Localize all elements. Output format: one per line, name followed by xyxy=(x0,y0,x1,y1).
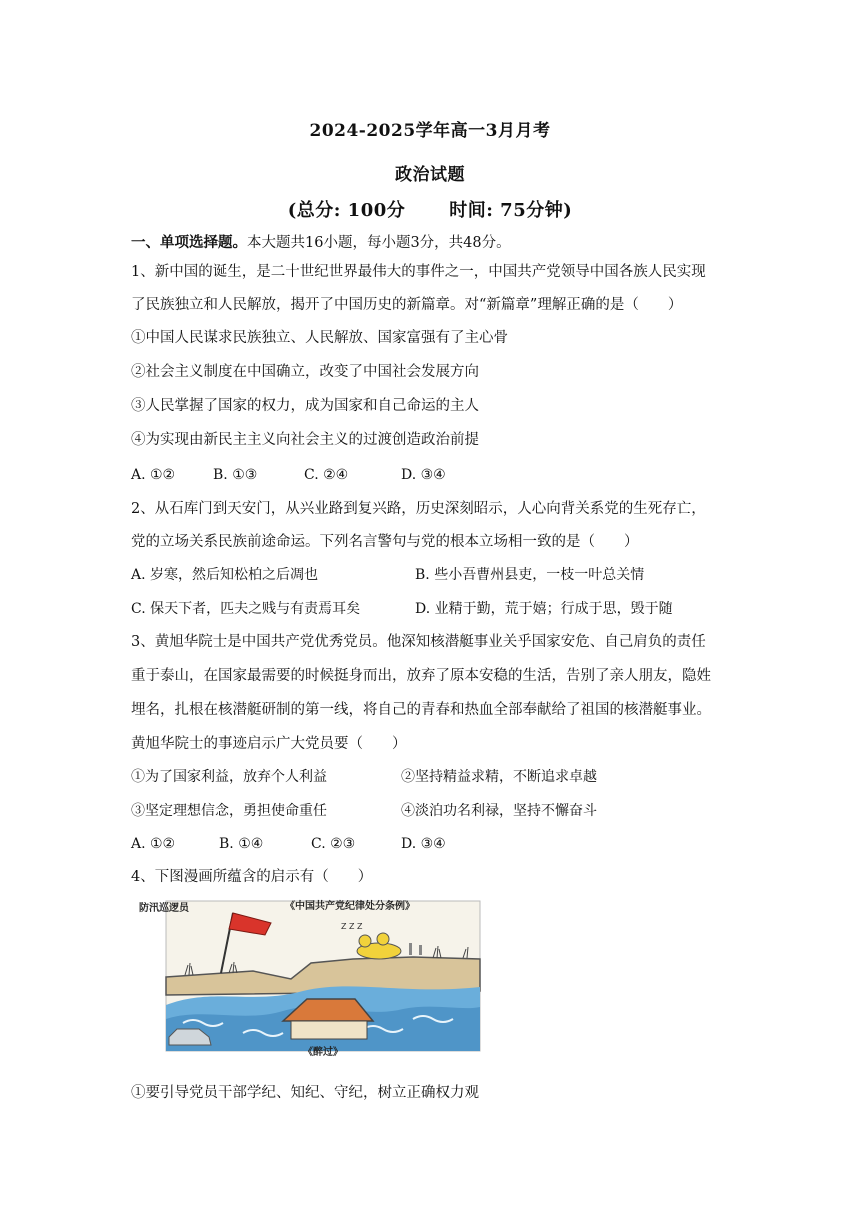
cartoon-label-patrol: 防汛巡逻员 xyxy=(139,903,189,914)
q1-option-b: B. ①③ xyxy=(213,467,258,483)
exam-info xyxy=(0,196,860,222)
q3-option-c: C. ②③ xyxy=(311,836,356,852)
q1-option-d: D. ③④ xyxy=(401,467,446,483)
q2-option-d: D. 业精于勤，荒于嬉；行成于思，毁于随 xyxy=(415,601,673,617)
q2-option-a: A. 岁寒，然后知松柏之后凋也 xyxy=(131,567,319,583)
q3-stem-line3: 埋名，扎根在核潜艇研制的第一线，将自己的青春和热血全部奉献给了祖国的核潜艇事业。 xyxy=(131,702,711,718)
q2-option-b: B. 些小吾曹州县吏，一枝一叶总关情 xyxy=(415,567,645,583)
q1-statement-3: ③人民掌握了国家的权力，成为国家和自己命运的主人 xyxy=(131,398,479,414)
q1-statement-4: ④为实现由新民主主义向社会主义的过渡创造政治前提 xyxy=(131,432,479,448)
q1-stem-line1: 1、新中国的诞生，是二十世纪世界最伟大的事件之一，中国共产党领导中国各族人民实现 xyxy=(131,264,706,280)
q2-option-c: C. 保天下者，匹夫之贱与有责焉耳矣 xyxy=(131,601,361,617)
q2-stem-line2: 党的立场关系民族前途命运。下列名言警句与党的根本立场相一致的是（ ） xyxy=(131,534,639,550)
total-score: (总分: 100分 xyxy=(287,200,406,221)
q4-statement-1: ①要引导党员干部学纪、知纪、守纪，树立正确权力观 xyxy=(131,1085,479,1101)
section-heading xyxy=(131,233,741,253)
q3-option-b: B. ①④ xyxy=(219,836,264,852)
cartoon-label-regulation: 《中国共产党纪律处分条例》 xyxy=(285,901,415,912)
q3-stem-line1: 3、黄旭华院士是中国共产党优秀党员。他深知核潜艇事业关乎国家安危、自己肩负的责任 xyxy=(131,634,706,650)
q3-option-a: A. ①② xyxy=(131,836,176,852)
flood-cartoon-image xyxy=(133,895,481,1057)
q1-stem-line2: 了民族独立和人民解放，揭开了中国历史的新篇章。对“新篇章”理解正确的是（ ） xyxy=(131,297,683,313)
exam-time: 时间: 75分钟) xyxy=(449,200,573,221)
exam-subject: 政治试题 xyxy=(395,165,465,185)
q3-option-d: D. ③④ xyxy=(401,836,446,852)
exam-title: 2024-2025学年高一3月月考 xyxy=(309,121,551,141)
q3-statement-4: ④淡泊功名利禄，坚持不懈奋斗 xyxy=(401,803,597,819)
q2-stem-line1: 2、从石库门到天安门，从兴业路到复兴路，历史深刻昭示，人心向背关系党的生死存亡， xyxy=(131,501,706,517)
q1-statement-1: ①中国人民谋求民族独立、人民解放、国家富强有了主心骨 xyxy=(131,330,508,346)
q3-statement-2: ②坚持精益求精，不断追求卓越 xyxy=(401,769,597,785)
cartoon-label-zzz: Z Z Z xyxy=(341,922,363,931)
cartoon-label-caption: 《醉过》 xyxy=(303,1047,343,1057)
section-description: 本大题共16小题，每小题3分，共48分。 xyxy=(247,235,511,251)
q1-statement-2: ②社会主义制度在中国确立，改变了中国社会发展方向 xyxy=(131,364,479,380)
q4-stem-line1: 4、下图漫画所蕴含的启示有（ ） xyxy=(131,869,373,885)
q1-option-c: C. ②④ xyxy=(304,467,349,483)
q3-statement-3: ③坚定理想信念，勇担使命重任 xyxy=(131,803,327,819)
q3-stem-line4: 黄旭华院士的事迹启示广大党员要（ ） xyxy=(131,736,407,752)
q3-stem-line2: 重于泰山，在国家最需要的时候挺身而出，放弃了原本安稳的生活，告别了亲人朋友，隐姓 xyxy=(131,668,711,684)
q3-statement-1: ①为了国家利益，放弃个人利益 xyxy=(131,769,327,785)
q1-option-a: A. ①② xyxy=(131,467,176,483)
section-title: 一、单项选择题。 xyxy=(131,234,247,251)
